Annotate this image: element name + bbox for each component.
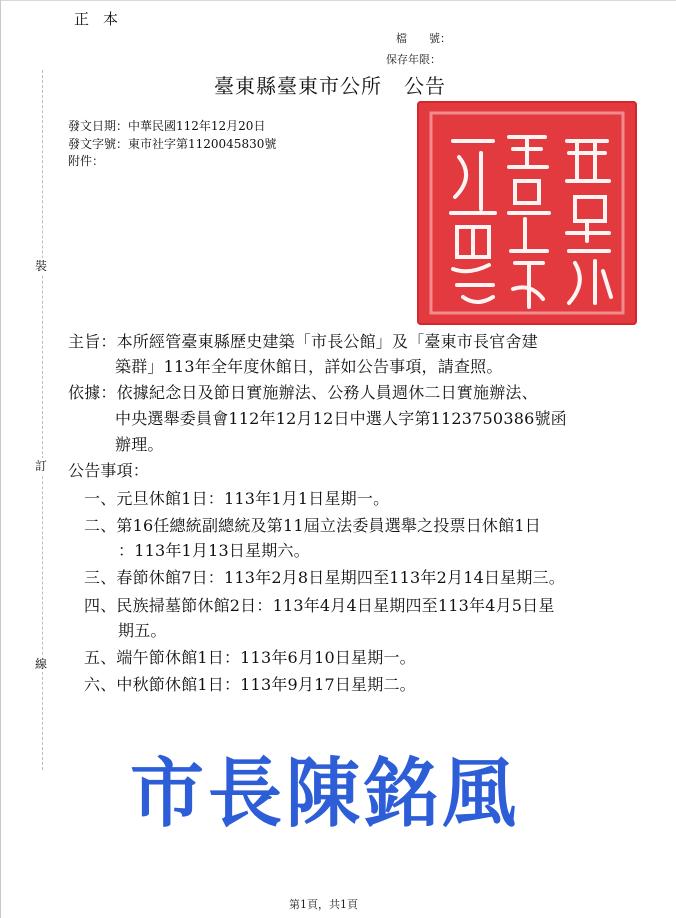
file-number-label: 檔 號：	[396, 32, 451, 45]
binding-mark-middle: 訂	[35, 459, 48, 473]
page-border-top	[0, 0, 676, 1]
issue-date: 發文日期：中華民國112年12月20日	[68, 119, 266, 133]
attachment-label: 附件：	[68, 154, 105, 168]
announcement-items-heading: 公告事項：	[68, 461, 150, 480]
copy-mark: 正本	[74, 10, 133, 28]
issuing-office: 臺東縣臺東市公所	[214, 74, 382, 98]
official-seal-stamp	[417, 101, 637, 325]
document-title	[214, 70, 446, 99]
subject-line-2: 築群」113年全年度休館日，詳如公告事項，請查照。	[115, 357, 503, 376]
document-number: 發文字號：東市社字第1120045830號	[68, 137, 277, 151]
announcement-item-2-line-1: 二、第16任總統副總統及第11屆立法委員選舉之投票日休館1日	[84, 516, 541, 535]
document-type: 公告	[404, 74, 446, 98]
announcement-item-4-line-1: 四、民族掃墓節休館2日：113年4月4日星期四至113年4月5日星	[84, 596, 555, 615]
page-number-footer: 第1頁，共1頁	[289, 898, 358, 911]
page-border-left	[0, 0, 1, 918]
announcement-item-2-line-2: ：113年1月13日星期六。	[118, 541, 310, 560]
binding-mark-top: 裝	[35, 259, 48, 273]
basis-line-2: 中央選舉委員會112年12月12日中選人字第1123750386號函	[115, 409, 567, 428]
announcement-item-4-line-2: 期五。	[118, 621, 167, 640]
retention-period-label: 保存年限：	[386, 53, 441, 66]
announcement-item-3: 三、春節休館7日：113年2月8日星期四至113年2月14日星期三。	[84, 568, 565, 587]
basis-line-1: 依據：依據紀念日及節日實施辦法、公務人員週休二日實施辦法、	[68, 383, 538, 402]
seal-script-glyphs	[417, 101, 637, 325]
binding-mark-bottom: 線	[35, 657, 48, 671]
mayor-signature-stamp: 市長陳銘風	[130, 750, 520, 838]
basis-line-3: 辦理。	[115, 435, 164, 454]
announcement-item-5: 五、端午節休館1日：113年6月10日星期一。	[84, 648, 416, 667]
subject-line-1: 主旨：本所經管臺東縣歷史建築「市長公館」及「臺東市長官舍建	[68, 332, 538, 351]
announcement-item-1: 一、元旦休館1日：113年1月1日星期一。	[84, 489, 390, 508]
announcement-item-6: 六、中秋節休館1日：113年9月17日星期二。	[84, 675, 416, 694]
